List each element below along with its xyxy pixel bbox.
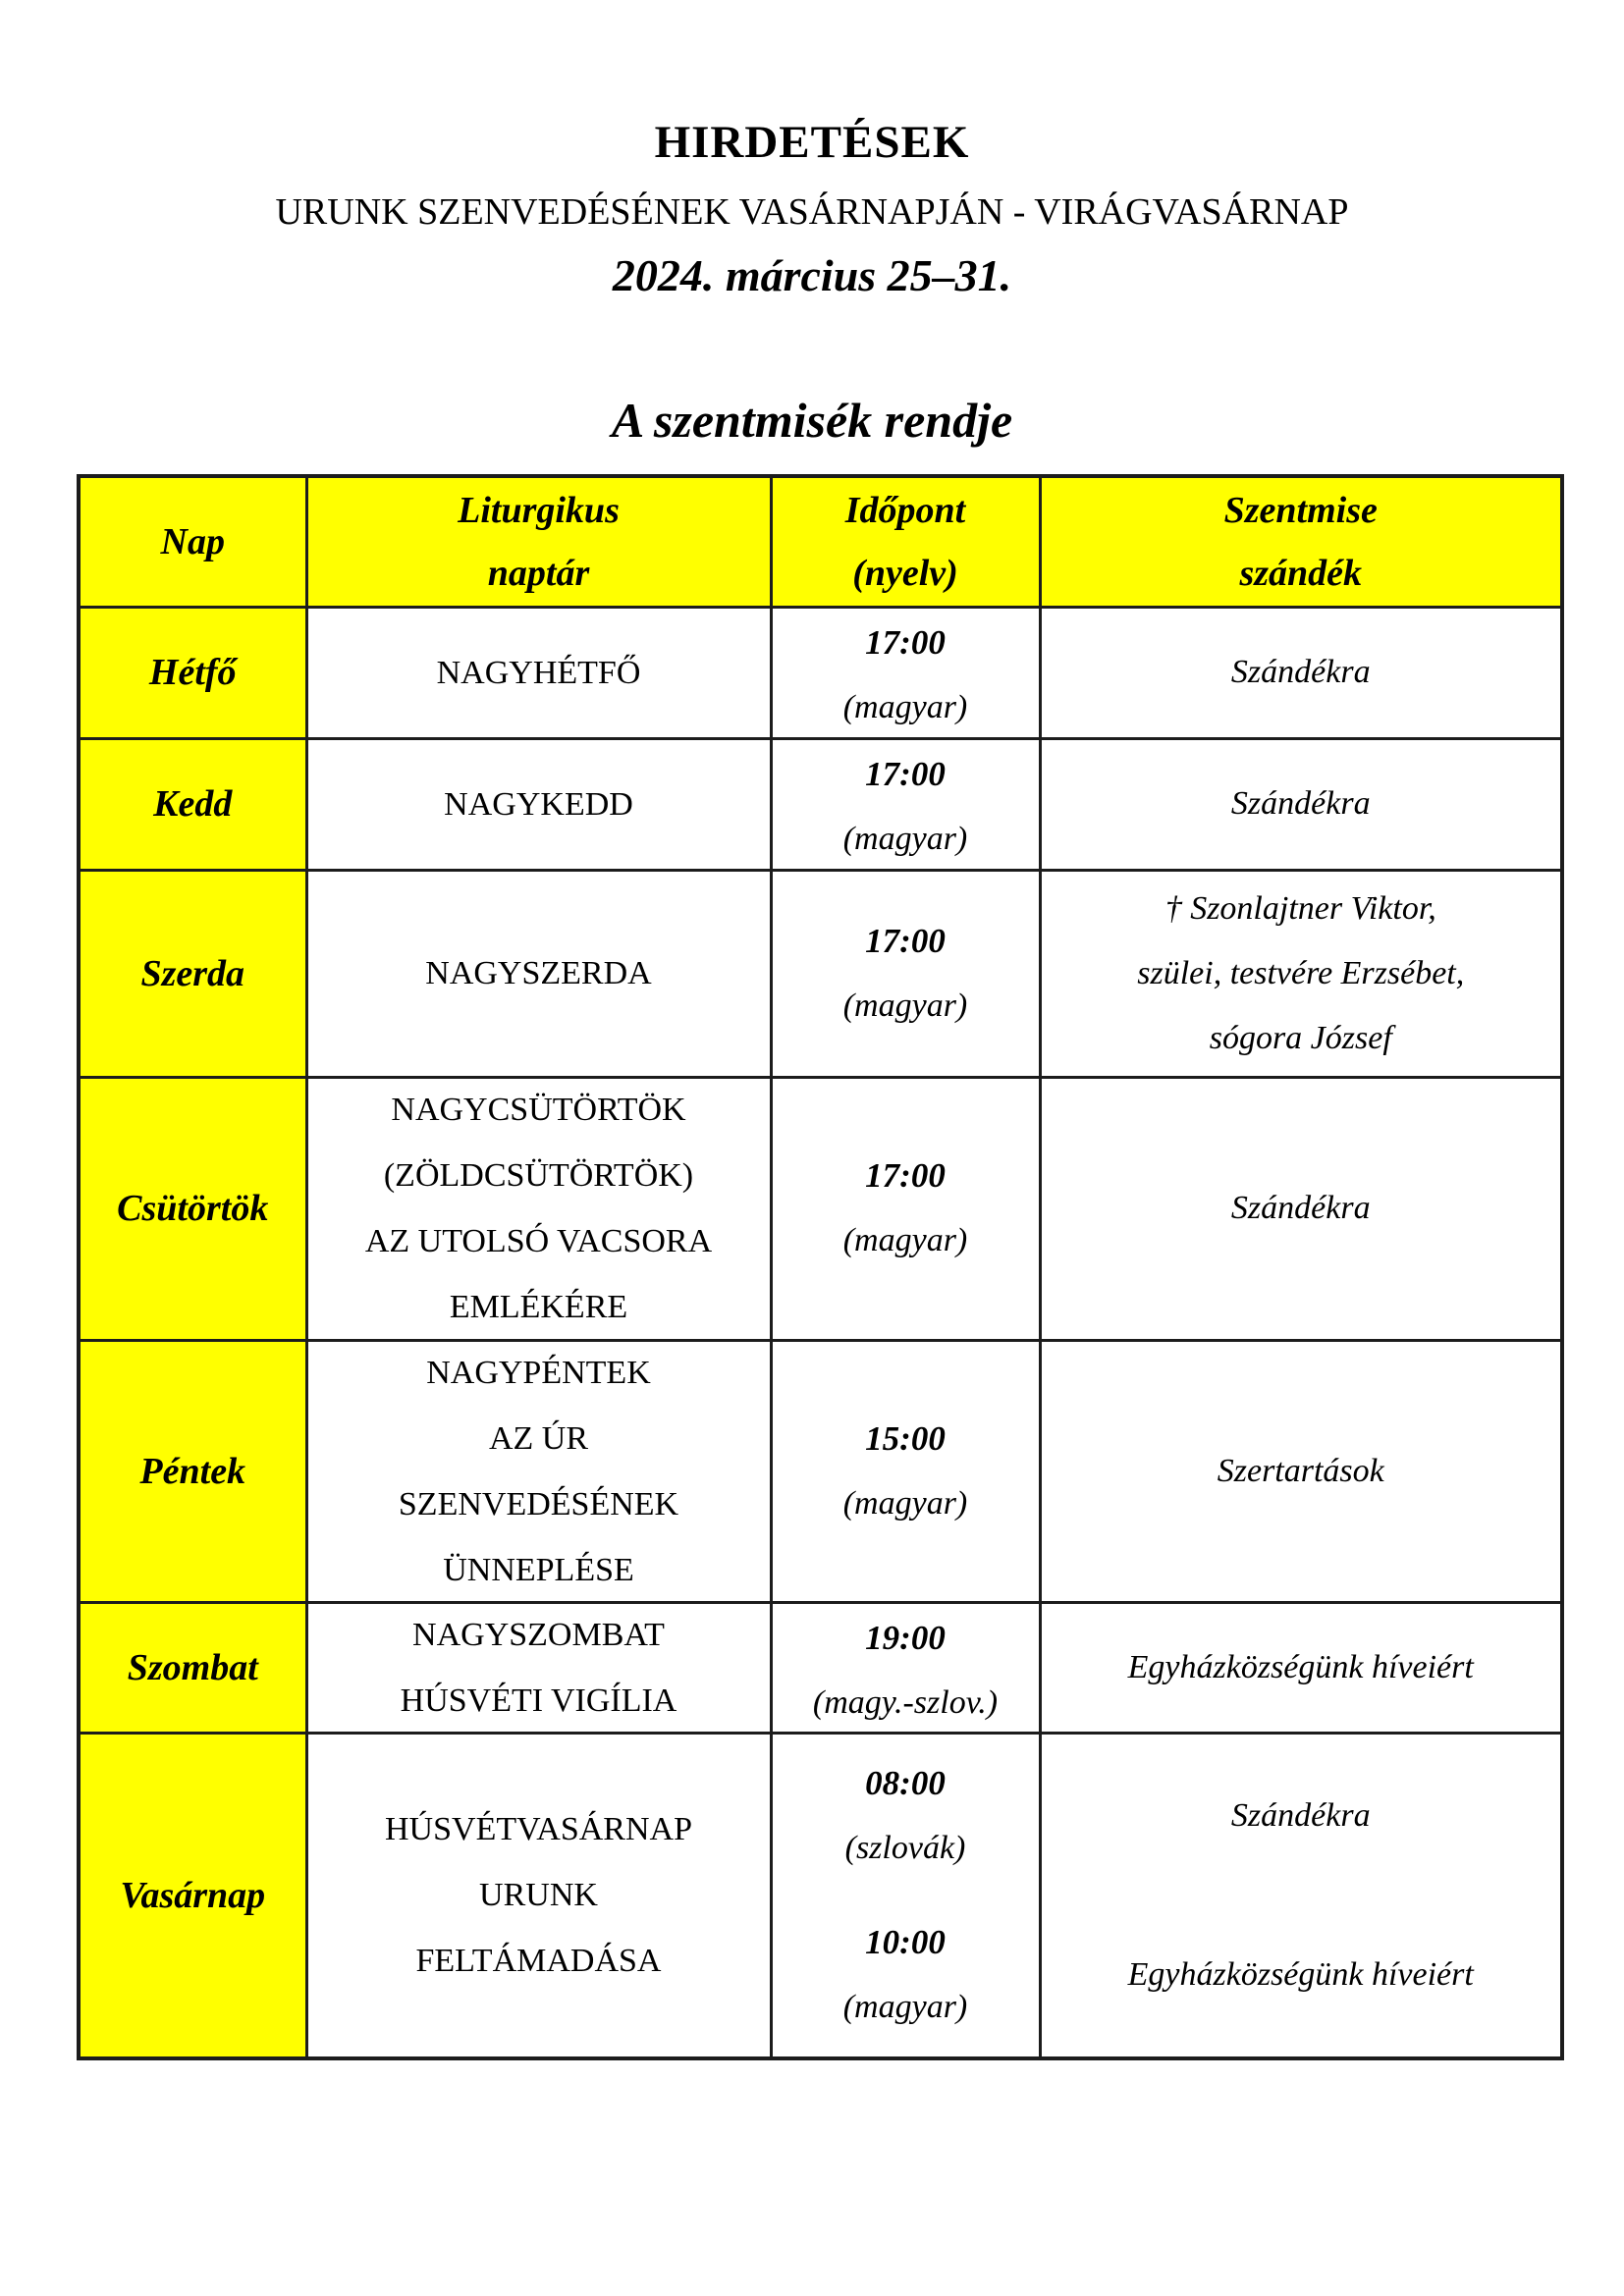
header-line: Időpont bbox=[844, 489, 966, 531]
calendar-cell bbox=[306, 607, 771, 738]
day-label: Szombat bbox=[127, 1646, 258, 1688]
calendar-cell bbox=[306, 870, 771, 1077]
day-cell bbox=[79, 870, 306, 1077]
time-cell-content bbox=[773, 1344, 1039, 1599]
time-cell bbox=[771, 607, 1040, 738]
day-cell-content bbox=[81, 1735, 305, 2055]
calendar-cell-content bbox=[308, 611, 770, 735]
day-cell-content bbox=[81, 742, 305, 867]
time-block bbox=[773, 874, 1039, 1074]
table-header bbox=[79, 476, 1562, 607]
time-cell-content bbox=[773, 874, 1039, 1074]
time-block bbox=[773, 611, 1039, 739]
header-row bbox=[79, 476, 1562, 607]
calendar-cell bbox=[306, 1340, 771, 1602]
calendar-cell bbox=[306, 1602, 771, 1733]
calendar-line: NAGYPÉNTEK bbox=[426, 1354, 651, 1391]
time-value: 17:00 bbox=[865, 921, 946, 960]
intention-cell-content bbox=[1042, 1606, 1561, 1730]
day-label: Péntek bbox=[139, 1450, 246, 1492]
calendar-line: HÚSVÉTI VIGÍLIA bbox=[400, 1682, 677, 1719]
day-label: Kedd bbox=[153, 783, 233, 825]
day-label: Vasárnap bbox=[120, 1874, 266, 1916]
time-block bbox=[773, 1081, 1039, 1337]
calendar-line: NAGYCSÜTÖRTÖK bbox=[391, 1092, 686, 1128]
intention-block bbox=[1042, 874, 1561, 1074]
time-cell-content bbox=[773, 611, 1039, 735]
time-value: 08:00 bbox=[865, 1763, 946, 1802]
time-cell-content bbox=[773, 1735, 1039, 2055]
intention-block bbox=[1042, 1896, 1561, 2056]
day-cell-content bbox=[81, 874, 305, 1074]
calendar-cell-content bbox=[308, 1081, 770, 1337]
intention-cell-content bbox=[1042, 1735, 1561, 2055]
calendar-cell-content bbox=[308, 1735, 770, 2055]
table-row bbox=[79, 1340, 1562, 1602]
intention-line: Egyházközségünk híveiért bbox=[1127, 1648, 1474, 1685]
calendar-line: SZENVEDÉSÉNEK bbox=[398, 1485, 679, 1522]
intention-cell-content bbox=[1042, 611, 1561, 735]
calendar-line: (ZÖLDCSÜTÖRTÖK) bbox=[383, 1157, 694, 1194]
intention-line: szülei, testvére Erzsébet, bbox=[1137, 954, 1465, 991]
intention-cell bbox=[1040, 1602, 1562, 1733]
mass-schedule-table bbox=[77, 474, 1564, 2060]
header-cell-content bbox=[1042, 480, 1561, 604]
intention-block bbox=[1042, 1606, 1561, 1730]
time-cell-content bbox=[773, 742, 1039, 867]
intention-line: sógora József bbox=[1209, 1019, 1392, 1056]
language-label: (magyar) bbox=[842, 1484, 968, 1522]
calendar-cell bbox=[306, 738, 771, 870]
time-value: 17:00 bbox=[865, 622, 946, 662]
language-label: (magyar) bbox=[842, 1222, 968, 1258]
time-block bbox=[773, 1344, 1039, 1599]
header-line: naptár bbox=[487, 552, 590, 594]
intention-line: Egyházközségünk híveiért bbox=[1127, 1956, 1474, 1993]
intention-block bbox=[1042, 1081, 1561, 1337]
intention-block bbox=[1042, 1735, 1561, 1896]
intention-cell-content bbox=[1042, 1344, 1561, 1599]
calendar-line: ÜNNEPLÉSE bbox=[443, 1551, 634, 1588]
header-cell-content bbox=[308, 480, 770, 604]
table-row bbox=[79, 1733, 1562, 2058]
time-value: 19:00 bbox=[865, 1618, 946, 1657]
intention-cell bbox=[1040, 870, 1562, 1077]
day-cell bbox=[79, 738, 306, 870]
intention-block bbox=[1042, 742, 1561, 867]
time-value: 15:00 bbox=[865, 1418, 946, 1458]
header-cell-day bbox=[79, 476, 306, 607]
date-range: 2024. március 25–31. bbox=[612, 250, 1012, 300]
day-cell bbox=[79, 1602, 306, 1733]
time-value: 17:00 bbox=[865, 1156, 946, 1195]
calendar-line: EMLÉKÉRE bbox=[449, 1289, 628, 1325]
time-block bbox=[773, 1896, 1039, 2056]
intention-cell bbox=[1040, 1340, 1562, 1602]
day-cell bbox=[79, 1733, 306, 2058]
header-cell-calendar bbox=[306, 476, 771, 607]
time-cell bbox=[771, 738, 1040, 870]
day-cell bbox=[79, 1077, 306, 1340]
time-cell-content bbox=[773, 1081, 1039, 1337]
time-value: 10:00 bbox=[865, 1923, 946, 1961]
time-block bbox=[773, 742, 1039, 871]
calendar-cell bbox=[306, 1077, 771, 1340]
language-label: (magyar) bbox=[842, 1989, 968, 2025]
day-label: Hétfő bbox=[148, 652, 237, 693]
calendar-line: AZ UTOLSÓ VACSORA bbox=[364, 1223, 713, 1259]
language-label: (magyar) bbox=[842, 820, 968, 857]
time-cell bbox=[771, 1733, 1040, 2058]
calendar-line: NAGYKEDD bbox=[444, 785, 633, 823]
language-label: (magyar) bbox=[842, 688, 968, 725]
header-cell-intention bbox=[1040, 476, 1562, 607]
calendar-line: NAGYSZOMBAT bbox=[412, 1616, 665, 1653]
calendar-line: FELTÁMADÁSA bbox=[415, 1943, 662, 1980]
table-body bbox=[79, 607, 1562, 2058]
section-title: A szentmisék rendje bbox=[611, 393, 1013, 448]
time-cell bbox=[771, 1077, 1040, 1340]
intention-line: † Szonlajtner Viktor, bbox=[1164, 889, 1436, 927]
table-row bbox=[79, 607, 1562, 738]
intention-cell bbox=[1040, 1077, 1562, 1340]
time-cell bbox=[771, 1602, 1040, 1733]
intention-block bbox=[1042, 611, 1561, 735]
page-subtitle: URUNK SZENVEDÉSÉNEK VASÁRNAPJÁN - VIRÁGVASÁRNAP bbox=[275, 191, 1349, 233]
language-label: (magy.-szlov.) bbox=[812, 1683, 999, 1721]
intention-block bbox=[1042, 1344, 1561, 1599]
page-title: HIRDETÉSEK bbox=[654, 117, 970, 168]
day-label: Csütörtök bbox=[117, 1188, 269, 1229]
header-line: szándék bbox=[1239, 552, 1363, 594]
time-cell bbox=[771, 870, 1040, 1077]
time-block bbox=[773, 1606, 1039, 1734]
intention-line: Szándékra bbox=[1230, 654, 1371, 690]
calendar-cell bbox=[306, 1733, 771, 2058]
intention-line: Szándékra bbox=[1230, 1190, 1371, 1226]
calendar-cell-content bbox=[308, 874, 770, 1074]
day-cell bbox=[79, 607, 306, 738]
header-line: Liturgikus bbox=[458, 489, 620, 531]
table-row bbox=[79, 870, 1562, 1077]
calendar-line: HÚSVÉTVASÁRNAP bbox=[385, 1811, 692, 1848]
time-cell-content bbox=[773, 1606, 1039, 1730]
intention-line: Szándékra bbox=[1230, 785, 1371, 822]
intention-cell-content bbox=[1042, 742, 1561, 867]
table-row bbox=[79, 1602, 1562, 1733]
calendar-cell-content bbox=[308, 1344, 770, 1599]
header-line: Szentmise bbox=[1223, 489, 1378, 531]
time-cell bbox=[771, 1340, 1040, 1602]
day-label: Szerda bbox=[140, 952, 245, 994]
header-cell-content bbox=[81, 480, 305, 604]
intention-line: Szándékra bbox=[1230, 1796, 1371, 1834]
table-row bbox=[79, 1077, 1562, 1340]
day-cell-content bbox=[81, 611, 305, 735]
day-cell-content bbox=[81, 1606, 305, 1730]
day-cell bbox=[79, 1340, 306, 1602]
calendar-line: NAGYHÉTFŐ bbox=[436, 654, 641, 691]
header-line: (nyelv) bbox=[852, 552, 958, 594]
intention-line: Szertartások bbox=[1217, 1452, 1384, 1489]
table-row bbox=[79, 738, 1562, 870]
time-block bbox=[773, 1735, 1039, 1896]
intention-cell bbox=[1040, 1733, 1562, 2058]
calendar-cell-content bbox=[308, 1606, 770, 1730]
header-line: Nap bbox=[160, 520, 225, 562]
calendar-line: AZ ÚR bbox=[488, 1419, 589, 1457]
calendar-cell-content bbox=[308, 742, 770, 867]
intention-cell-content bbox=[1042, 1081, 1561, 1337]
time-value: 17:00 bbox=[865, 754, 946, 793]
language-label: (szlovák) bbox=[844, 1829, 966, 1866]
language-label: (magyar) bbox=[842, 987, 968, 1024]
calendar-line: URUNK bbox=[479, 1877, 598, 1914]
intention-cell-content bbox=[1042, 874, 1561, 1074]
intention-cell bbox=[1040, 607, 1562, 738]
calendar-line: NAGYSZERDA bbox=[425, 955, 652, 991]
day-cell-content bbox=[81, 1081, 305, 1337]
header-cell-time bbox=[771, 476, 1040, 607]
day-cell-content bbox=[81, 1344, 305, 1599]
header-cell-content bbox=[773, 480, 1039, 604]
intention-cell bbox=[1040, 738, 1562, 870]
